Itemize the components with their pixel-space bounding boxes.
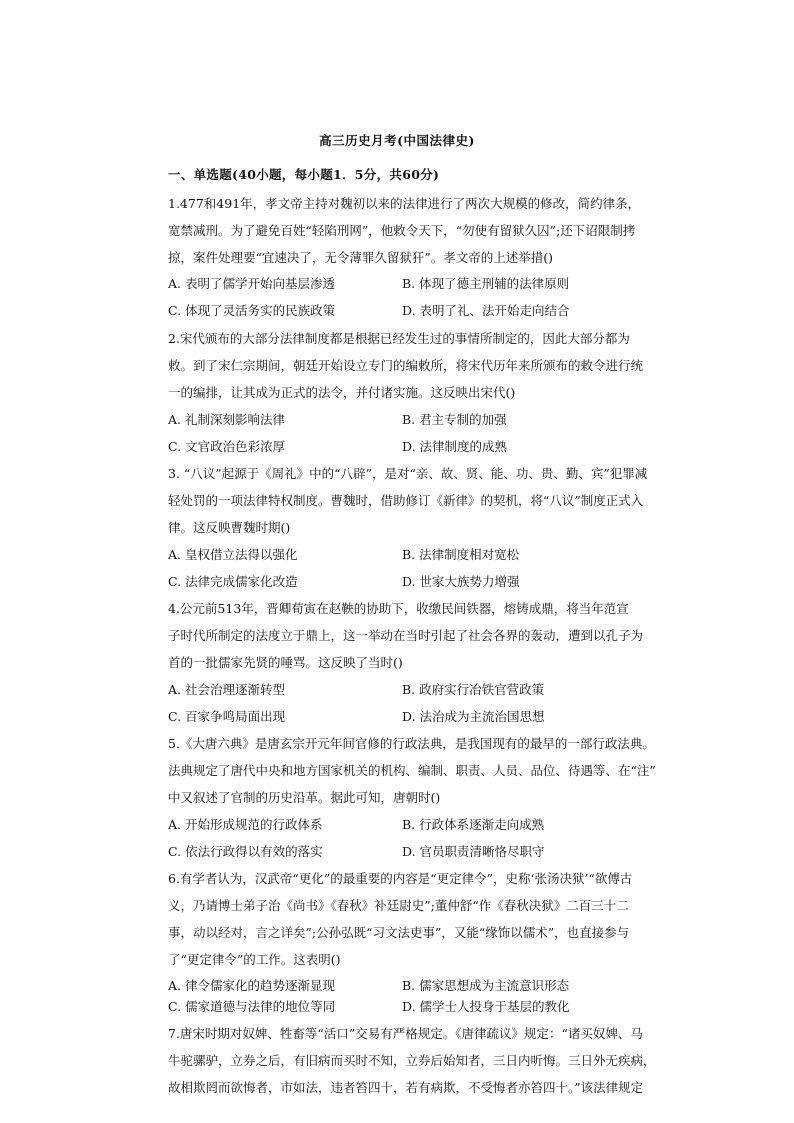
- question-text-line: 7.唐宋时期对奴婢、牲畜等“活口”交易有严格规定。《唐律疏议》规定：“诸买奴婢、马: [168, 1026, 643, 1041]
- option-c[interactable]: C. 百家争鸣局面出现: [168, 709, 286, 724]
- question-5: [168, 730, 656, 811]
- question-1-options: [168, 270, 630, 324]
- question-5-options: [168, 811, 630, 865]
- question-4-options: [168, 676, 630, 730]
- question-text-line: 宽禁减刑。为了避免百姓“轻陷刑网”，他敕令天下，“勿使有留狱久囚”;还下诏限制拷: [168, 223, 636, 238]
- option-b[interactable]: B. 体现了德主刑辅的法律原则: [402, 276, 570, 291]
- option-c[interactable]: C. 文官政治色彩浓厚: [168, 439, 286, 454]
- question-text-line: 了“更定律令”的工作。这表明(): [168, 952, 341, 967]
- option-b[interactable]: B. 政府实行冶铁官营政策: [402, 682, 545, 697]
- option-d[interactable]: D. 表明了礼、法开始走向结合: [402, 303, 570, 318]
- option-a[interactable]: A. 律令儒家化的趋势逐渐显现: [168, 978, 335, 993]
- question-6: [168, 865, 633, 973]
- question-text-line: 轻处罚的一项法律特权制度。曹魏时，借助修订《新律》的契机，将“八议”制度正式入: [168, 493, 644, 508]
- question-2: [168, 325, 644, 406]
- question-text-line: 一的编排，让其成为正式的法令，并付诸实施。这反映出宋代(): [168, 385, 516, 400]
- page-title: 高三历史月考(中国法律史): [319, 133, 475, 148]
- question-text-line: 3. “八议”起源于《周礼》中的“八辟”，是对“亲、故、贤、能、功、贵、勤、宾”犯罪减: [168, 466, 648, 481]
- question-text-line: 4.公元前513年，晋卿荀寅在赵鞅的协助下，收缴民间铁器，熔铸成鼎，将当年范宣: [168, 601, 629, 616]
- option-b[interactable]: B. 君主专制的加强: [402, 412, 507, 427]
- question-3-options: [168, 541, 630, 595]
- question-3: [168, 460, 648, 541]
- question-text-line: 2.宋代颁布的大部分法律制度都是根据已经发生过的事情所制定的，因此大部分都为: [168, 331, 630, 346]
- option-d[interactable]: D. 儒学士人投身于基层的教化: [402, 999, 570, 1014]
- option-c[interactable]: C. 体现了灵活务实的民族政策: [168, 303, 336, 318]
- question-2-options: [168, 406, 630, 460]
- option-b[interactable]: B. 儒家思想成为主流意识形态: [402, 978, 570, 993]
- question-7: [168, 1020, 656, 1101]
- option-d[interactable]: D. 世家大族势力增强: [402, 574, 520, 589]
- section-heading: 一、单选题(40小题，每小题1．5分，共60分): [168, 167, 440, 182]
- question-text-line: 6.有学者认为，汉武帝“更化”的最重要的内容是“更定律令”，史称‘张汤决狱’“欲傅古: [168, 871, 633, 886]
- option-a[interactable]: A. 社会治理逐渐转型: [168, 682, 285, 697]
- question-text-line: 敕。到了宋仁宗期间，朝廷开始设立专门的编敕所，将宋代历年来所颁布的敕令进行统: [168, 358, 644, 373]
- question-text-line: 中又叙述了官制的历史沿革。据此可知，唐朝时(): [168, 790, 441, 805]
- question-text-line: 子时代所制定的法度立于鼎上，这一举动在当时引起了社会各界的轰动，遭到以孔子为: [168, 628, 644, 643]
- question-text-line: 事，动以经对，言之详矣”;公孙弘既“习文法吏事”，又能“缘饰以儒术”，也直接参与: [168, 925, 630, 940]
- option-a[interactable]: A. 表明了儒学开始向基层渗透: [168, 276, 335, 291]
- question-text-line: 牛驼骡驴，立券之后，有旧病而买时不知，立券后始知者，三日内听悔。三日外无疾病，: [168, 1053, 656, 1068]
- question-text-line: 律。这反映曹魏时期(): [168, 520, 291, 535]
- question-1: [168, 190, 641, 271]
- question-text-line: 5.《大唐六典》是唐玄宗开元年间官修的行政法典，是我国现有的最早的一部行政法典。: [168, 736, 655, 751]
- question-6-options: [168, 975, 630, 1017]
- question-4: [168, 595, 644, 676]
- question-text-line: 故相欺罔而欲悔者，市如法，违者笞四十，若有病欺，不受悔者亦笞四十。”该法律规定: [168, 1080, 644, 1095]
- question-text-line: 首的一批儒家先贤的唾骂。这反映了当时(): [168, 655, 403, 670]
- option-d[interactable]: D. 官员职责清晰恪尽职守: [402, 844, 545, 859]
- question-text-line: 法典规定了唐代中央和地方国家机关的机构、编制、职责、人员、品位、待遇等、在“注”: [168, 763, 656, 778]
- option-d[interactable]: D. 法律制度的成熟: [402, 439, 508, 454]
- option-b[interactable]: B. 法律制度相对宽松: [402, 547, 520, 562]
- option-c[interactable]: C. 法律完成儒家化改造: [168, 574, 298, 589]
- option-b[interactable]: B. 行政体系逐渐走向成熟: [402, 817, 545, 832]
- option-a[interactable]: A. 开始形成规范的行政体系: [168, 817, 323, 832]
- question-text-line: 1.477和491年，孝文帝主持对魏初以来的法律进行了两次大规模的修改，简约律条，: [168, 196, 641, 211]
- option-c[interactable]: C. 依法行政得以有效的落实: [168, 844, 323, 859]
- option-a[interactable]: A. 皇权借立法得以强化: [168, 547, 298, 562]
- option-c[interactable]: C. 儒家道德与法律的地位等同: [168, 999, 336, 1014]
- question-text-line: 义，乃请博士弟子治《尚书》《春秋》补廷尉史”;董仲舒“作《春秋决狱》二百三十二: [168, 898, 629, 913]
- option-a[interactable]: A. 礼制深刻影响法律: [168, 412, 285, 427]
- question-text-line: 掠，案件处理要“宜速决了，无令薄罪久留狱犴”。孝文帝的上述举措(): [168, 250, 554, 265]
- option-d[interactable]: D. 法治成为主流治国思想: [402, 709, 545, 724]
